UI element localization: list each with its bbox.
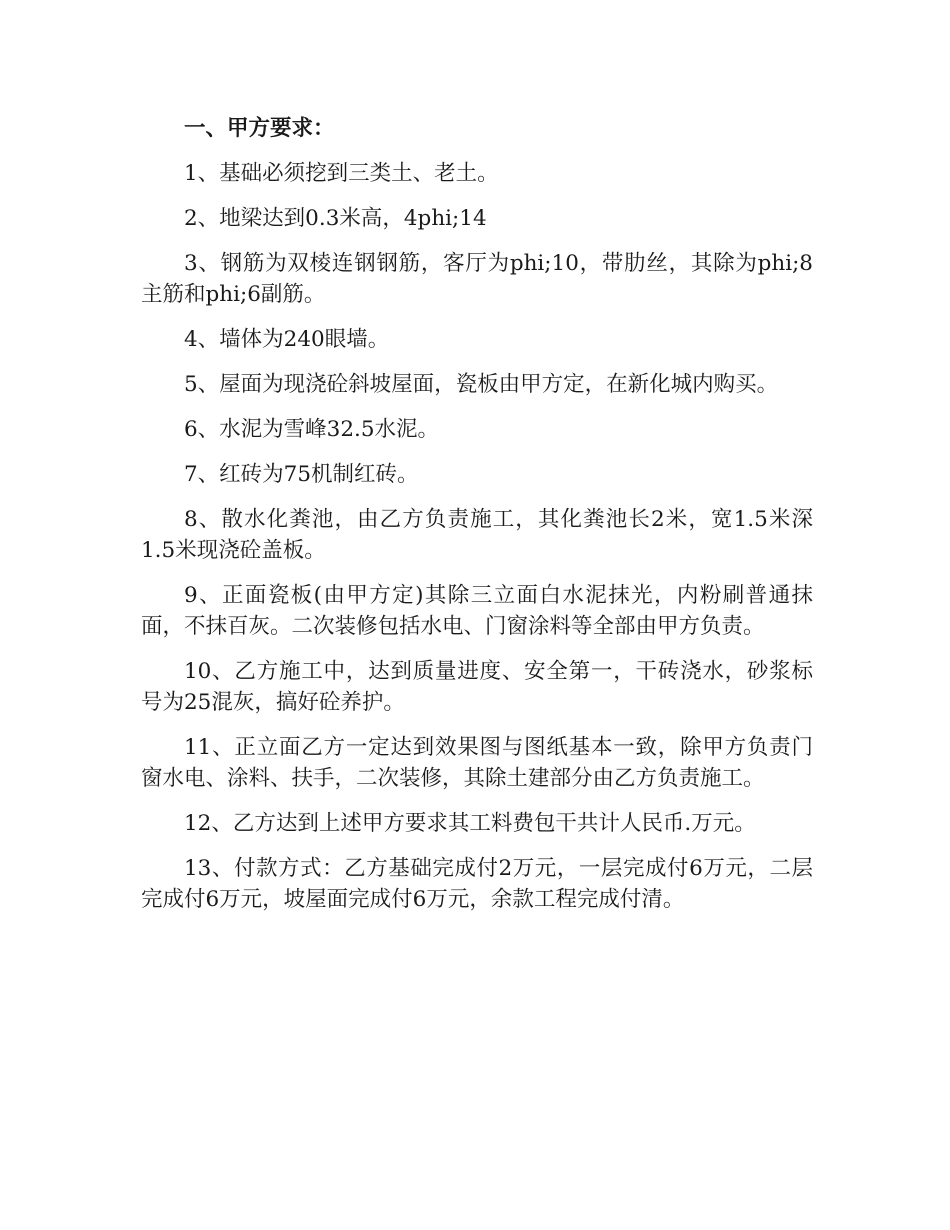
requirement-item-8: 8、散水化粪池，由乙方负责施工，其化粪池长2米，宽1.5米深1.5米现浇砼盖板。 [141, 507, 813, 563]
requirement-item-4: 4、墙体为240眼墙。 [184, 327, 390, 352]
section-heading: 一、甲方要求： [184, 116, 335, 141]
requirement-item-1: 1、基础必须挖到三类土、老土。 [184, 161, 499, 186]
requirement-item-3: 3、钢筋为双棱连钢钢筋，客厅为phi;10，带肋丝，其除为phi;8主筋和phi;6副筋。 [141, 251, 813, 307]
requirement-item-13: 13、付款方式：乙方基础完成付2万元，一层完成付6万元，二层完成付6万元，坡屋面完成付6万元，余款工程完成付清。 [141, 856, 813, 912]
requirement-item-7: 7、红砖为75机制红砖。 [184, 462, 419, 487]
requirement-item-9: 9、正面瓷板(由甲方定)其除三立面白水泥抹光，内粉刷普通抹面，不抹百灰。二次装修包括水电、门窗涂料等全部由甲方负责。 [141, 583, 813, 639]
requirement-item-11: 11、正立面乙方一定达到效果图与图纸基本一致，除甲方负责门窗水电、涂料、扶手，二次装修，其除土建部分由乙方负责施工。 [141, 735, 813, 791]
requirement-item-5: 5、屋面为现浇砼斜坡屋面，瓷板由甲方定，在新化城内购买。 [184, 372, 779, 397]
requirement-item-10: 10、乙方施工中，达到质量进度、安全第一，干砖浇水，砂浆标号为25混灰，搞好砼养护。 [141, 659, 813, 715]
requirement-item-6: 6、水泥为雪峰32.5水泥。 [184, 417, 440, 442]
document-page [141, 112, 813, 929]
requirement-item-2: 2、地梁达到0.3米高，4phi;14 [184, 206, 487, 231]
requirement-item-12: 12、乙方达到上述甲方要求其工料费包干共计人民币.万元。 [184, 811, 756, 836]
